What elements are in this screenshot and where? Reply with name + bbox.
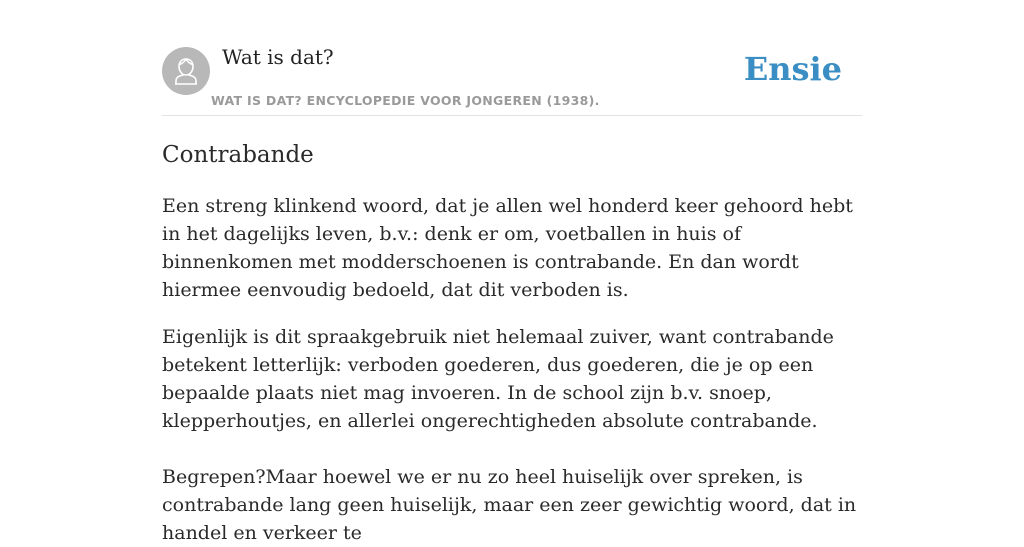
user-silhouette-icon	[162, 47, 210, 95]
entry-body	[162, 192, 862, 547]
ensie-logo-link[interactable]: Ensie	[743, 50, 842, 88]
paragraph: Begrepen?Maar hoewel we er nu zo heel huiselijk over spreken, is contrabande lang geen huiselijk, maar een zeer gewichtig woord, dat in handel en verkeer te	[162, 466, 857, 544]
paragraph: Eigenlijk is dit spraakgebruik niet helemaal zuiver, want contrabande betekent letterlijk: verboden goederen, dus goederen, die je op een bepaalde plaats niet mag invoeren. In de school zijn b.v. snoep, klepperhoutjes, en allerlei ongerechtigheden absolute contrabande.	[162, 326, 834, 432]
entry-title: Contrabande	[162, 142, 314, 168]
paragraph: Een streng klinkend woord, dat je allen wel honderd keer gehoord hebt in het dagelijks leven, b.v.: denk er om, voetballen in huis of binnenkomen met modderschoenen is contrabande. En dan wordt hiermee eenvoudig bedoeld, dat dit verboden is.	[162, 195, 853, 301]
entry-header	[162, 0, 862, 116]
avatar[interactable]	[162, 47, 210, 95]
source-subtitle[interactable]: WAT IS DAT? ENCYCLOPEDIE VOOR JONGEREN (1938).	[211, 93, 600, 108]
entry-container	[162, 0, 862, 547]
source-title[interactable]: Wat is dat?	[222, 45, 334, 69]
